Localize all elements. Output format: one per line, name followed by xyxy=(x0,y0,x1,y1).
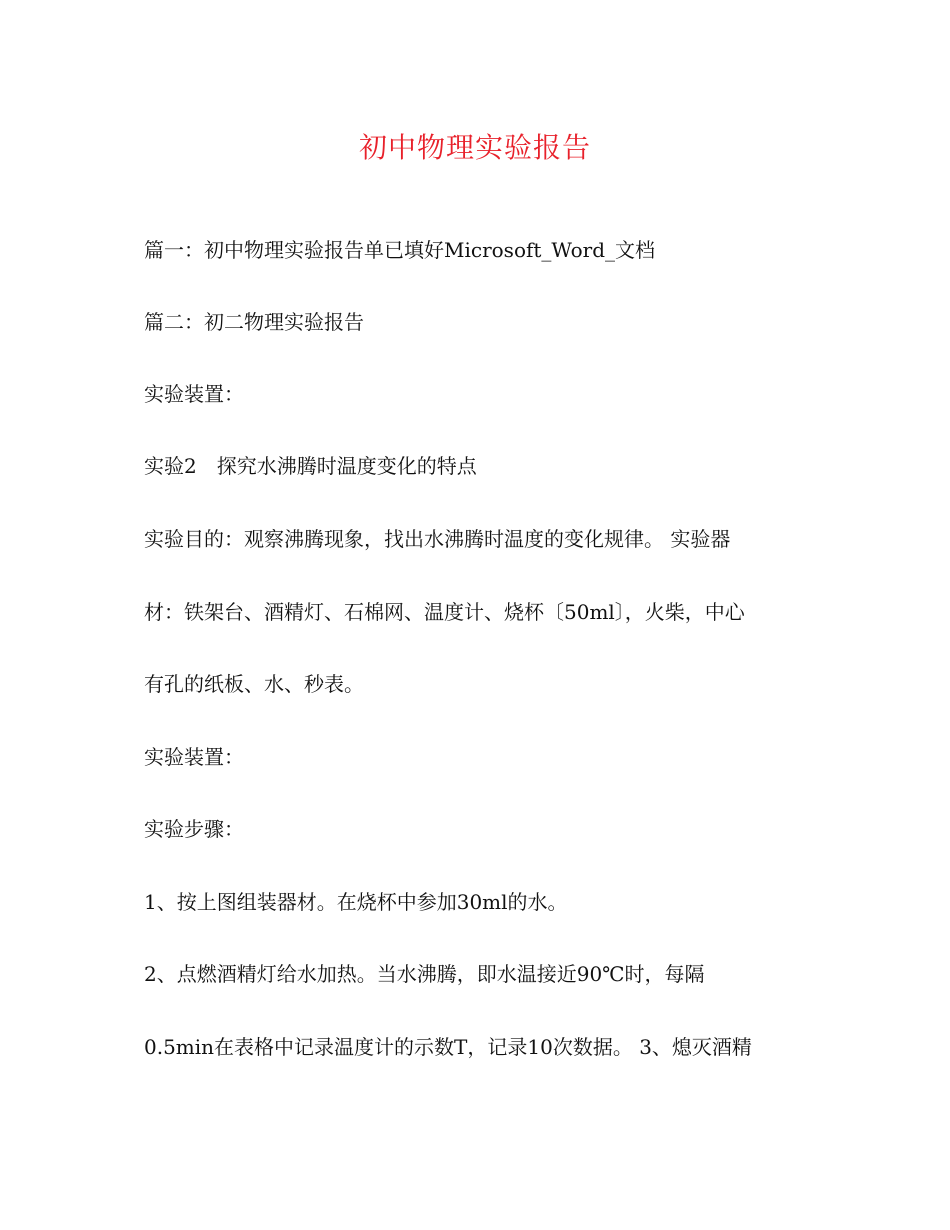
text-line-11: 2、点燃酒精灯给水加热。当水沸腾，即水温接近90℃时，每隔 xyxy=(144,962,705,986)
text-line-1: 篇一：初中物理实验报告单已填好Microsoft_Word_文档 xyxy=(144,238,656,262)
text-line-5: 实验目的：观察沸腾现象，找出水沸腾时温度的变化规律。 实验器 xyxy=(144,527,731,551)
text-line-10: 1、按上图组装器材。在烧杯中参加30ml的水。 xyxy=(144,890,568,914)
text-line-4: 实验2 探究水沸腾时温度变化的特点 xyxy=(144,454,477,478)
text-line-9: 实验步骤： xyxy=(144,817,244,841)
text-line-8: 实验装置： xyxy=(144,745,244,769)
text-line-7: 有孔的纸板、水、秒表。 xyxy=(144,672,364,696)
text-line-6: 材：铁架台、酒精灯、石棉网、温度计、烧杯〔50ml〕，火柴，中心 xyxy=(144,600,745,624)
text-line-2: 篇二：初二物理实验报告 xyxy=(144,310,364,334)
text-line-3: 实验装置： xyxy=(144,382,244,406)
document-title: 初中物理实验报告 xyxy=(358,131,591,164)
text-line-12: 0.5min在表格中记录温度计的示数T，记录10次数据。 3、熄灭酒精 xyxy=(144,1035,752,1059)
